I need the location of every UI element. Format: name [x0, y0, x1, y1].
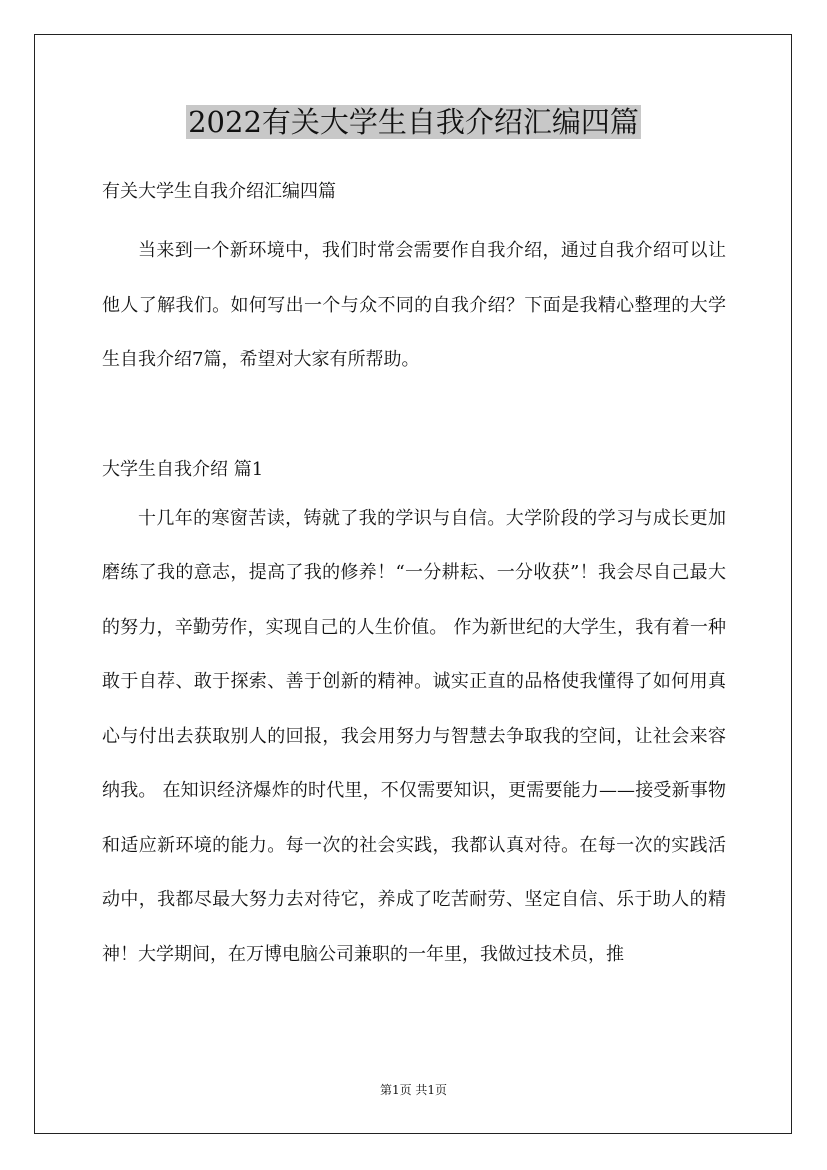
intro-paragraph: 当来到一个新环境中，我们时常会需要作自我介绍，通过自我介绍可以让他人了解我们。如何写出一个与众不同的自我介绍？下面是我精心整理的大学生自我介绍7篇，希望对大家有所帮助。 — [102, 240, 726, 370]
page-footer: 第1页 共1页 — [379, 1083, 448, 1097]
document-subtitle: 有关大学生自我介绍汇编四篇 — [102, 181, 336, 202]
document-title-text: 2022有关大学生自我介绍汇编四篇 — [188, 105, 639, 139]
document-body — [102, 170, 726, 982]
section-paragraph: 十几年的寒窗苦读，铸就了我的学识与自信。大学阶段的学习与成长更加磨练了我的意志，提高了我的修养！“一分耕耘、一分收获”！我会尽自己最大的努力，辛勤劳作，实现自己的人生价值。 作为新世纪的大学生，我有着一种敢于自荐、敢于探索、善于创新的精神。诚实正直的品格使我懂得了如何用真心与付出去获取别人的回报，我会用努力与智慧去争取我的空间，让社会来容纳我。 在知识经济爆炸的时代里，不仅需要知识，更需要能力——接受新事物和适应新环境的能力。每一次的社会实践，我都认真对待。在每一次的实践活动中，我都尽最大努力去对待它，养成了吃苦耐劳、坚定自信、乐于助人的精神！大学期间，在万博电脑公司兼职的一年里，我做过技术员，推 — [102, 507, 726, 965]
document-title — [0, 100, 827, 144]
section-heading: 大学生自我介绍 篇1 — [102, 458, 264, 480]
